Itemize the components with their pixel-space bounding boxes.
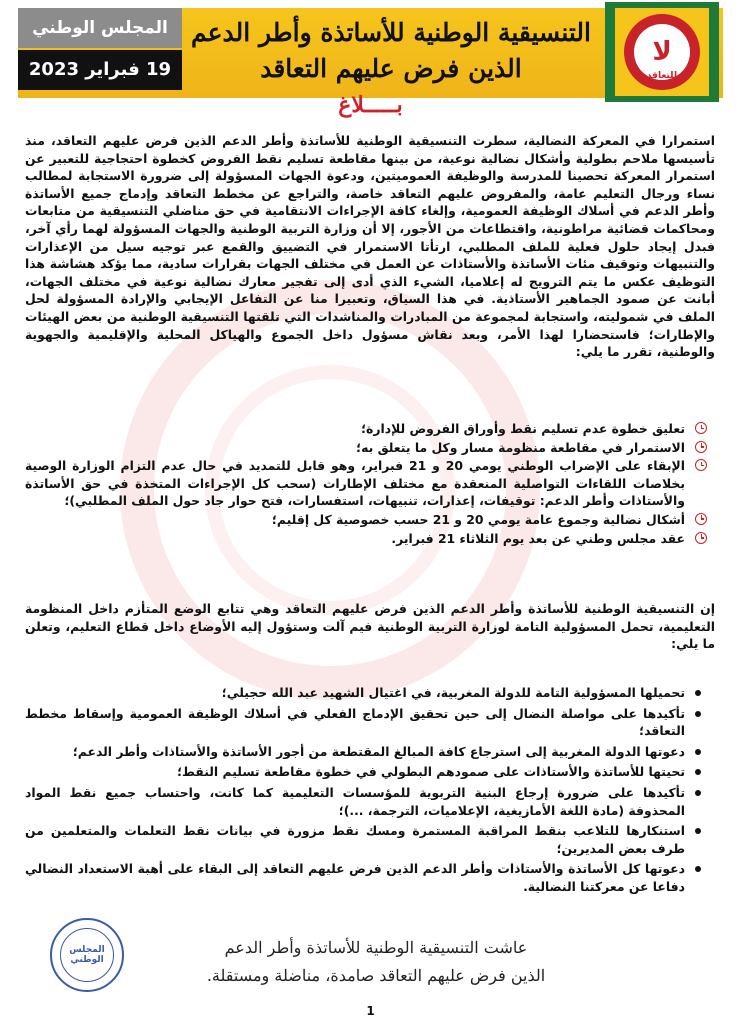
organization-title-line-2: الذين فرض عليهم التعاقد bbox=[260, 54, 522, 83]
bullet-dot-icon bbox=[695, 828, 701, 834]
positions-list bbox=[25, 684, 705, 899]
bullet-dot-icon bbox=[695, 690, 701, 696]
organization-title-line-1: التنسيقية الوطنية للأساتذة وأطر الدعم bbox=[191, 18, 591, 47]
list-item bbox=[25, 530, 709, 548]
list-item bbox=[25, 457, 709, 510]
list-item bbox=[25, 860, 705, 895]
position-text: دعوتها كل الأساتذة والأستاذات وأطر الدعم الذين فرض عليهم التعاقد إلى البقاء على أهبة الاستعداد النضالي دفاعا عن معركتنا النضالية. bbox=[25, 861, 685, 894]
decision-text: تعليق خطوة عدم تسليم نقط وأوراق الفروض للإدارة؛ bbox=[361, 421, 685, 436]
clock-bullet-icon bbox=[695, 513, 707, 525]
list-item bbox=[25, 743, 705, 761]
announcement-date: 19 فبراير 2023 bbox=[18, 50, 182, 90]
position-text: تأكيدها على ضرورة إرجاع البنية التربوية للمؤسسات التعليمية كما كانت، واحتساب جميع نقط المواد المحذوفة (مادة اللغة الأمازيغية، الإعلاميات، الترجمة، ...)؛ bbox=[25, 784, 685, 818]
position-text: تحيتها للأساتذة والأستاذات على صمودهم البطولي في خطوة مقاطعة تسليم النقط؛ bbox=[177, 764, 685, 780]
list-item bbox=[25, 784, 705, 819]
intro-paragraph: استمرارا في المعركة النضالية، سطرت التنسيقية الوطنية للأساتذة وأطر الدعم الذين فرض عليهم التعاقد، منذ تأسيسها ملاحم بطولية وأشكال نضالية نوعية، من بينها مقاطعة تسليم نقط الفروض كخطوة احتجاجية للتعبير عن استمرار المعركة تحصينا للمدرسة والوظيفة العموميتين، ودعوة الجهات المسؤولة إلى ضرورة الاستجابة لمطالب نساء ورجال التعليم عامة، والمفروض عليهم التعاقد خاصة، والتراجع عن مخطط التعاقد وإدماج جميع الأساتذة وأطر الدعم في أسلاك الوظيفة العمومية، وإلغاء كافة الإجراءات الانتقامية في حق مناضلي التنسيقية من متابعات ومحاكمات قضائية مراطونية، واقتطاعات من الأجور، إلا أن وزارة التربية الوطنية والجهات المسؤولة لهما رأي آخر، فبدل إيجاد حلول فعلية للملف المطلبي، ارتأتا الاستمرار في التضييق والقمع عبر توجيه سيل من الإعذارات والتنبيهات وتوقيف مئات الأساتذة والأستاذات عن العمل في مختلف الجهات بقرارات سادية، مما يؤكد هشاشة هذا التوظيف عكس ما يتم الترويج له إعلاميا، الشيء الذي أدى إلى تفجير معارك نضالية نوعية في مختلف الجهات، أبانت عن صمود الجماهير الأستاذية. في هذا السياق، وتعبيرا منا عن التفاعل الإيجابي والإرادة المسؤولة لحل الملف في شموليته، واستجابة لمجموعة من المبادرات والمناشدات التي تلقتها التنسيقية الوطنية من بعض الهيئات والإطارات؛ فاستحضارا لهذا الأمر، وبعد نقاش مسؤول داخل الجموع والهياكل المحلية والإقليمية والجهوية والوطنية، تقرر ما يلي: bbox=[25, 133, 715, 360]
decisions-list bbox=[25, 420, 709, 548]
clock-bullet-icon bbox=[695, 459, 707, 471]
list-item bbox=[25, 822, 705, 857]
position-text: تأكيدها على مواصلة النضال إلى حين تحقيق الإدماج الفعلي في أسلاك الوظيفة العمومية وإسقاط مخطط التعاقد؛ bbox=[25, 705, 685, 739]
logo-caption: للتعاقد bbox=[646, 71, 678, 81]
list-item bbox=[25, 511, 709, 529]
list-item bbox=[25, 420, 709, 438]
list-item bbox=[25, 705, 705, 740]
list-item bbox=[25, 439, 709, 457]
list-item bbox=[25, 763, 705, 781]
page-number: 1 bbox=[366, 1004, 375, 1018]
bullet-dot-icon bbox=[695, 790, 701, 796]
position-text: تحميلها المسؤولية التامة للدولة المغربية، في اغتيال الشهيد عبد الله حجيلي؛ bbox=[221, 685, 685, 700]
closing-line-1: عاشت التنسيقية الوطنية للأساتذة وأطر الدعم bbox=[224, 938, 528, 957]
clock-bullet-icon bbox=[695, 441, 707, 453]
list-item bbox=[25, 684, 705, 702]
clock-bullet-icon bbox=[695, 422, 707, 434]
position-text: دعوتها الدولة المغربية إلى استرجاع كافة المبالغ المقتطعة من أجور الأساتذة والأستاذات وأطر الدعم؛ bbox=[72, 743, 685, 759]
closing-line-2: الذين فرض عليهم التعاقد صامدة، مناضلة ومستقلة. bbox=[206, 966, 546, 985]
decision-text: الإبقاء على الإضراب الوطني يومي 20 و 21 فبراير، وهو قابل للتمديد في حال عدم التزام الوزارة الوصية بخلاصات اللقاءات التواصلية المنعقدة مع مختلف الإطارات (سحب كل الإجراءات المتخذة في حق الأساتذة والأستاذات وأطر الدعم: توقيفات، إعذارات، تنبيهات، استفسارات، فتح حوار جاد حول الملف المطلبي)؛ bbox=[25, 458, 685, 509]
decision-text: الاستمرار في مقاطعة منظومة مسار وكل ما يتعلق به؛ bbox=[356, 439, 685, 455]
decision-text: عقد مجلس وطني عن بعد يوم الثلاثاء 21 فبراير. bbox=[391, 530, 685, 546]
stamp-label: المجلس الوطني bbox=[60, 928, 114, 982]
bullet-dot-icon bbox=[695, 866, 701, 872]
organization-logo bbox=[605, 2, 719, 102]
bullet-dot-icon bbox=[695, 711, 701, 717]
bullet-dot-icon bbox=[695, 769, 701, 775]
council-stamp bbox=[50, 918, 124, 992]
bullet-dot-icon bbox=[695, 749, 701, 755]
position-text: استنكارها للتلاعب بنقط المراقبة المستمرة ومسك نقط مزورة في بيانات نقط التعلمات والمتعلمين من طرف بعض المديرين؛ bbox=[25, 823, 685, 856]
decision-text: أشكال نضالية وجموع عامة يومي 20 و 21 حسب خصوصية كل إقليم؛ bbox=[271, 511, 685, 527]
council-label: المجلس الوطني bbox=[18, 8, 182, 48]
announcement-title: بـــــلاغ bbox=[338, 92, 403, 118]
clock-bullet-icon bbox=[695, 532, 707, 544]
logo-no-text: لا bbox=[652, 37, 672, 67]
position-paragraph: إن التنسيقية الوطنية للأساتذة وأطر الدعم الذين فرض عليهم التعاقد وهي تتابع الوضع المتأزم داخل المنظومة التعليمية، تحمل المسؤولية التامة لوزارة التربية الوطنية فيم آلت وستؤول إليه الأوضاع داخل قطاع التعليم، وتعلن ما يلي: bbox=[25, 601, 715, 652]
